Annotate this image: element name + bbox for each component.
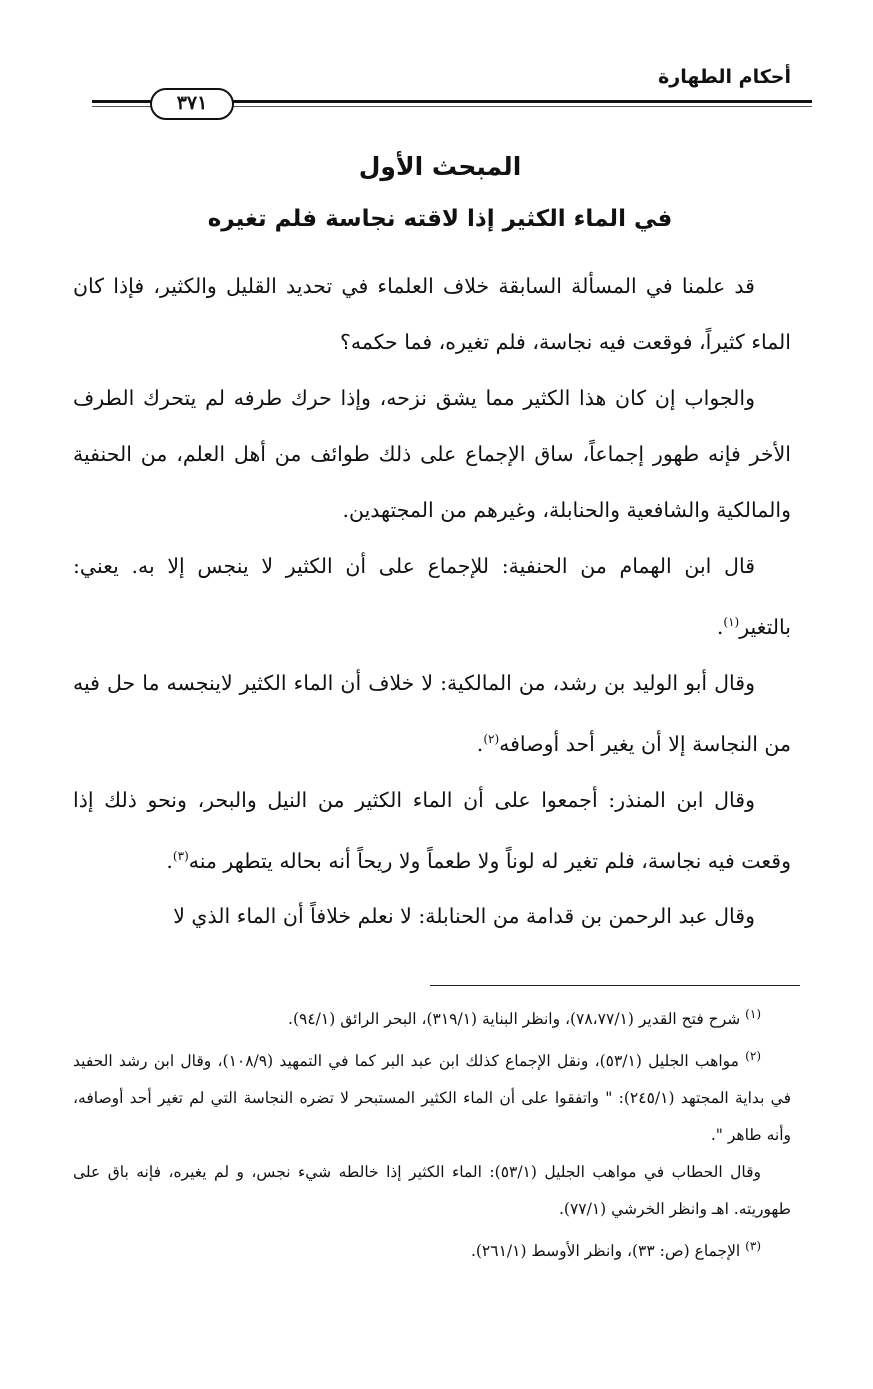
paragraph-3: قال ابن الهمام من الحنفية: للإجماع على أن الكثير لا ينجس إلا به. يعني: بالتغير$^{(١)}$. (73, 554, 791, 639)
footnote-2-text: مواهب الجليل (٥٣/١)، ونقل الإجماع كذلك ابن عبد البر كما في التمهيد (١٠٨/٩)، وقال ابن رشد الحفيد في بداية المجتهد (٢٤٥/١): " واتفقوا على أن الماء الكثير المستبحر لا تضره النجاسة التي لم تغير أحد أوصافه، وأنه طاهر ". (73, 1052, 791, 1145)
footnote-3-text: الإجماع (ص: ٣٣)، وانظر الأوسط (٢٦١/١). (470, 1242, 741, 1261)
footnote-2-continued: وقال الحطاب في مواهب الجليل (٥٣/١): الماء الكثير إذا خالطه شيء نجس، و لم يغيره، فإنه باق على طهوريته. اهـ وانظر الخرشي (٧٧/١). (73, 1163, 791, 1219)
paragraph-5-text: وقال ابن المنذر: أجمعوا على أن الماء الكثير من النيل والبحر، ونحو ذلك إذا وقعت فيه نجاسة، فلم تغير له لوناً ولا طعماً ولا ريحاً أنه بحاله يتطهر منه (73, 787, 791, 873)
footnote-ref-3: (٣) (172, 848, 189, 863)
footnote-1-text: شرح فتح القدير (٧٨،٧٧/١)، وانظر البناية (٣١٩/١)، البحر الرائق (٩٤/١). (288, 1010, 741, 1029)
paragraph-4-text: وقال أبو الوليد بن رشد، من المالكية: لا خلاف أن الماء الكثير لاينجسه ما حل فيه من النجاسة إلا أن يغير أحد أوصافه (73, 670, 791, 756)
paragraph-3-text: قال ابن الهمام من الحنفية: للإجماع على أن الكثير لا ينجس إلا به. يعني: بالتغير (73, 554, 791, 639)
running-title: أحكام الطهارة (658, 66, 791, 88)
paragraph-6: وقال عبد الرحمن بن قدامة من الحنابلة: لا نعلم خلافاً أن الماء الذي لا (173, 904, 755, 929)
footnote-1 (73, 996, 791, 1038)
paragraph-5: وقال ابن المنذر: أجمعوا على أن الماء الكثير من النيل والبحر، ونحو ذلك إذا وقعت فيه نجاسة، فلم تغير له لوناً ولا طعماً ولا ريحاً أنه بحاله يتطهر منه$^{(٣)}$. (73, 787, 791, 873)
footnote-2 (73, 1038, 791, 1154)
chapter-heading: المبحث الأول (358, 152, 522, 181)
paragraph-1: قد علمنا في المسألة السابقة خلاف العلماء في تحديد القليل والكثير، فإذا كان الماء كثيراً، فوقعت فيه نجاسة، فلم تغيره، فما حكمه؟ (73, 274, 791, 354)
footnote-1-marker: (١) (745, 1007, 761, 1021)
footnote-ref-2: (٢) (483, 731, 500, 746)
footnote-2-marker: (٢) (745, 1049, 761, 1064)
footnote-ref-1: (١) (723, 615, 740, 629)
main-text (73, 258, 791, 944)
page-number: ٣٧١ (150, 88, 234, 120)
paragraph-2: والجواب إن كان هذا الكثير مما يشق نزحه، وإذا حرك طرفه لم يتحرك الطرف الأخر فإنه طهور إجماعاً، ساق الإجماع على ذلك طوائف من أهل العلم، من الحنفية والمالكية والشافعية والحنابلة، وغيرهم من المجتهدين. (73, 386, 791, 522)
footnote-3-marker: (٣) (745, 1239, 761, 1254)
footnote-separator (430, 985, 800, 986)
footnote-3 (73, 1228, 791, 1270)
section-heading: في الماء الكثير إذا لاقته نجاسة فلم تغيره (207, 206, 673, 232)
paragraph-4: وقال أبو الوليد بن رشد، من المالكية: لا خلاف أن الماء الكثير لاينجسه ما حل فيه من النجاسة إلا أن يغير أحد أوصافه$^{(٢)}$. (73, 670, 791, 756)
footnotes (73, 996, 791, 1270)
